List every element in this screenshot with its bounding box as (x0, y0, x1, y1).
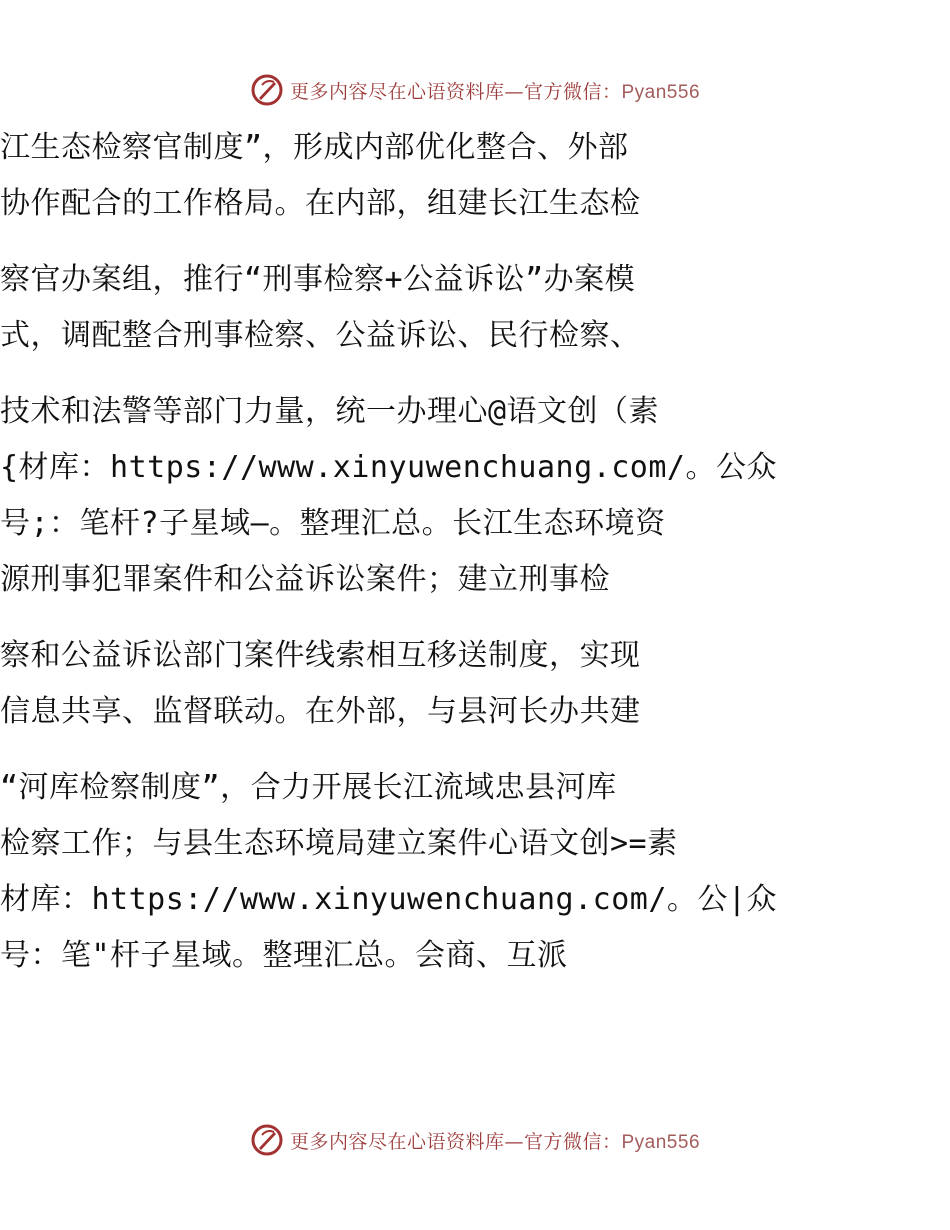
quill-logo-icon (250, 1123, 284, 1157)
text-line: “河库检察制度”，合力开展长江流域忠县河库 (0, 770, 617, 805)
footer-banner-text: 更多内容尽在心语资料库—官方微信：Pyan556 (289, 1130, 701, 1153)
text-line: 江生态检察官制度”，形成内部优化整合、外部 (0, 130, 629, 165)
text-line: 号：笔"杆子星域。整理汇总。会商、互派 (0, 938, 568, 973)
text-line: 检察工作；与县生态环境局建立案件心语文创>=素 (0, 826, 678, 861)
text-line: 协作配合的工作格局。在内部，组建长江生态检 (0, 186, 641, 221)
text-line: 源刑事犯罪案件和公益诉讼案件；建立刑事检 (0, 562, 610, 597)
text-line: 号;：笔杆?子星域—。整理汇总。长江生态环境资 (0, 506, 666, 541)
text-line: 察官办案组，推行“刑事检察+公益诉讼”办案模 (0, 262, 636, 297)
quill-logo-icon (250, 73, 284, 107)
text-line: 材库：https://www.xinyuwenchuang.com/。公|众 (0, 882, 777, 917)
footer-banner (0, 1120, 950, 1160)
text-line: {材库：https://www.xinyuwenchuang.com/。公众 (0, 450, 777, 485)
text-line: 式，调配整合刑事检察、公益诉讼、民行检察、 (0, 318, 641, 353)
text-line: 察和公益诉讼部门案件线索相互移送制度，实现 (0, 638, 641, 673)
header-banner-text: 更多内容尽在心语资料库—官方微信：Pyan556 (289, 80, 701, 103)
header-banner (0, 70, 950, 110)
header-wechat-id: Pyan556 (621, 81, 701, 103)
text-line: 信息共享、监督联动。在外部，与县河长办共建 (0, 694, 641, 729)
text-line: 技术和法警等部门力量，统一办理心@语文创（素 (0, 394, 660, 429)
footer-wechat-id: Pyan556 (621, 1131, 701, 1153)
